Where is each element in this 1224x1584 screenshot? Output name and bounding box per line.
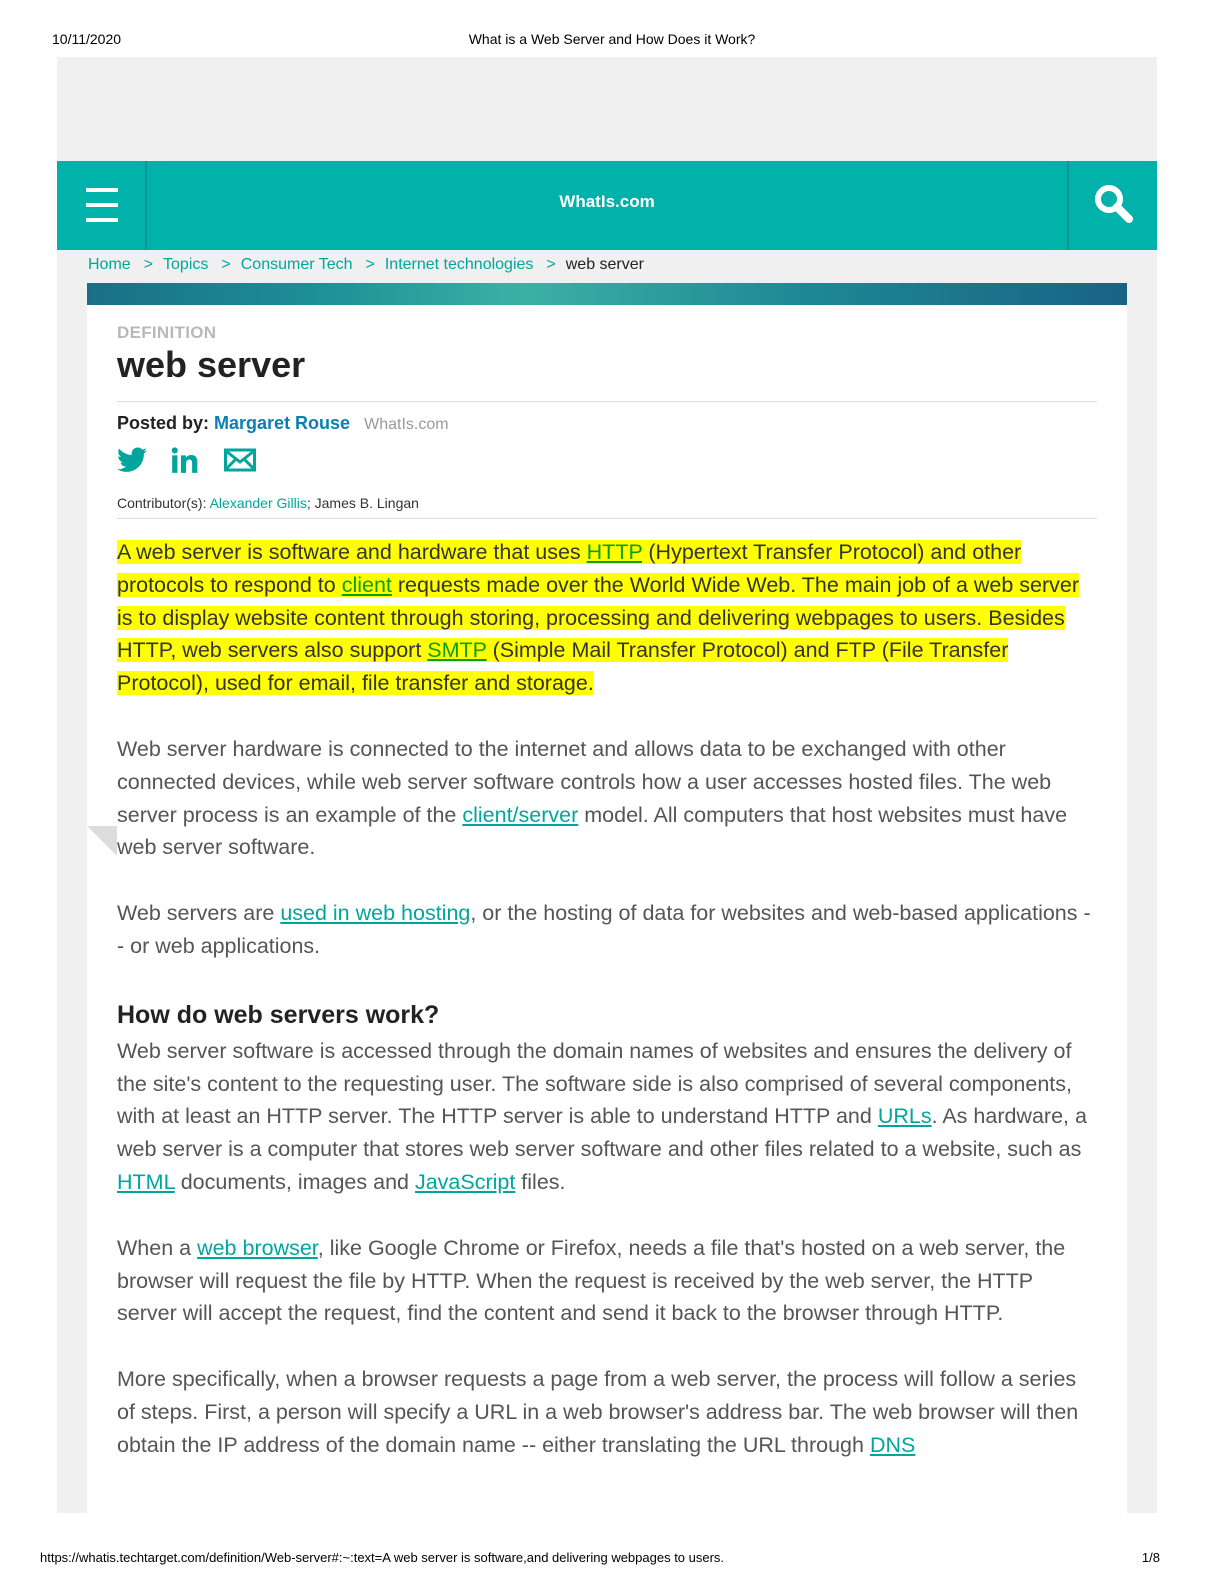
- body-paragraph: [117, 1035, 1097, 1199]
- paragraph-text: Web servers are: [117, 901, 281, 926]
- link-client[interactable]: client: [341, 572, 392, 597]
- breadcrumb-topics[interactable]: Topics: [163, 256, 209, 273]
- breadcrumb: [88, 256, 644, 274]
- page-container: [57, 57, 1157, 1513]
- link-web-browser[interactable]: web browser: [197, 1235, 318, 1260]
- search-button[interactable]: [1067, 161, 1157, 250]
- email-icon[interactable]: [224, 447, 256, 473]
- search-icon: [1092, 182, 1136, 226]
- linkedin-icon[interactable]: [171, 447, 199, 473]
- body-paragraph: [117, 733, 1097, 864]
- page-fold-corner: [87, 826, 117, 856]
- divider: [117, 401, 1097, 402]
- paragraph-text: When a: [117, 1235, 198, 1260]
- header-gradient-bar: [87, 283, 1127, 305]
- breadcrumb-home[interactable]: Home: [88, 256, 131, 273]
- page-title: web server: [117, 344, 306, 385]
- print-title: What is a Web Server and How Does it Work?: [468, 31, 756, 47]
- byline: [117, 413, 1097, 434]
- author-link[interactable]: Margaret Rouse: [214, 413, 351, 433]
- breadcrumb-separator: >: [546, 256, 556, 273]
- link-web-hosting[interactable]: used in web hosting: [280, 901, 471, 926]
- body-paragraph: [117, 1363, 1097, 1461]
- contributors-line: [117, 495, 1097, 511]
- paragraph-text: . As hardware, a web server is a computer that stores web server software and other files related to a website, such as: [117, 1104, 1087, 1162]
- paragraph-text: , or the hosting of data for websites and web-based applications -- or web applications.: [117, 901, 1091, 958]
- link-client-server[interactable]: client/server: [462, 802, 579, 827]
- breadcrumb-internet-technologies[interactable]: Internet technologies: [384, 256, 534, 273]
- site-name[interactable]: WhatIs.com: [559, 192, 655, 211]
- contributor-name: James B. Lingan: [314, 495, 419, 511]
- paragraph-text: files.: [515, 1169, 566, 1194]
- paragraph-text: , like Google Chrome or Firefox, needs a file that's hosted on a web server, the browser will request the file by HTTP. When the request is received by the web server, the HTTP server will accept the request, find the content and send it back to the browser through HTTP.: [117, 1235, 1066, 1326]
- social-share-bar: [117, 447, 1097, 477]
- body-paragraph: [117, 1232, 1097, 1330]
- highlighted-text: A web server is software and hardware that uses: [117, 540, 587, 564]
- breadcrumb-current: web server: [565, 256, 644, 273]
- breadcrumb-separator: >: [143, 256, 154, 273]
- link-dns[interactable]: DNS: [869, 1432, 916, 1457]
- paragraph-text: documents, images and: [174, 1169, 415, 1194]
- print-date: 10/11/2020: [52, 31, 122, 47]
- print-url: https://whatis.techtarget.com/definition/Web-server#:~:text=A web server is software,and delivering webpages to users.: [40, 1550, 725, 1565]
- breadcrumb-consumer-tech[interactable]: Consumer Tech: [240, 256, 353, 273]
- definition-kicker: DEFINITION: [117, 323, 217, 342]
- article-body: [87, 305, 1127, 1513]
- link-html[interactable]: HTML: [117, 1169, 175, 1194]
- posted-by-label: Posted by:: [117, 413, 210, 433]
- paragraph-text: More specifically, when a browser requests a page from a web server, the process will follow a series of steps. First, a person will specify a URL in a web browser's address bar. The web browser will then obtain the IP address of the domain name -- either translating the URL through: [117, 1367, 1079, 1457]
- paragraph-text: Web server hardware is connected to the internet and allows data to be exchanged with other connected devices, while web server software controls how a user accesses hosted files. The web server process is an example of the: [117, 736, 1052, 827]
- highlighted-text: (Hypertext Transfer Protocol) and other protocols to respond to: [117, 540, 1022, 597]
- contributors-label: Contributor(s):: [117, 495, 207, 511]
- divider: [117, 518, 1097, 519]
- paragraph-text: Web server software is accessed through the domain names of websites and ensures the delivery of the site's content to the requesting user. The software side is also comprised of several components, with at least an HTTP server. The HTTP server is able to understand HTTP and: [117, 1038, 1072, 1129]
- contributor-separator: ;: [306, 495, 311, 511]
- twitter-icon[interactable]: [117, 447, 147, 473]
- link-urls[interactable]: URLs: [877, 1104, 932, 1129]
- breadcrumb-separator: >: [221, 256, 231, 273]
- print-page-number: 1/8: [1141, 1550, 1160, 1565]
- top-navbar: [57, 161, 1157, 250]
- section-heading: How do web servers work?: [117, 1000, 440, 1029]
- highlighted-text: (Simple Mail Transfer Protocol) and FTP (File Transfer Protocol), used for email, file transfer and storage.: [117, 638, 1009, 696]
- contributor-link[interactable]: Alexander Gillis: [209, 495, 307, 511]
- breadcrumb-separator: >: [365, 256, 375, 273]
- intro-paragraph: [117, 536, 1097, 700]
- link-http[interactable]: HTTP: [586, 540, 643, 564]
- menu-button[interactable]: [57, 161, 147, 250]
- link-smtp[interactable]: SMTP: [427, 638, 487, 663]
- source-label: WhatIs.com: [364, 416, 449, 433]
- highlighted-text: requests made over the World Wide Web. The main job of a web server is to display website content through storing, processing and delivering webpages to users. Besides HTTP, web servers also support: [117, 572, 1080, 663]
- link-javascript[interactable]: JavaScript: [414, 1169, 516, 1194]
- body-paragraph: [117, 897, 1097, 963]
- paragraph-text: model. All computers that host websites must have web server software.: [117, 802, 1068, 860]
